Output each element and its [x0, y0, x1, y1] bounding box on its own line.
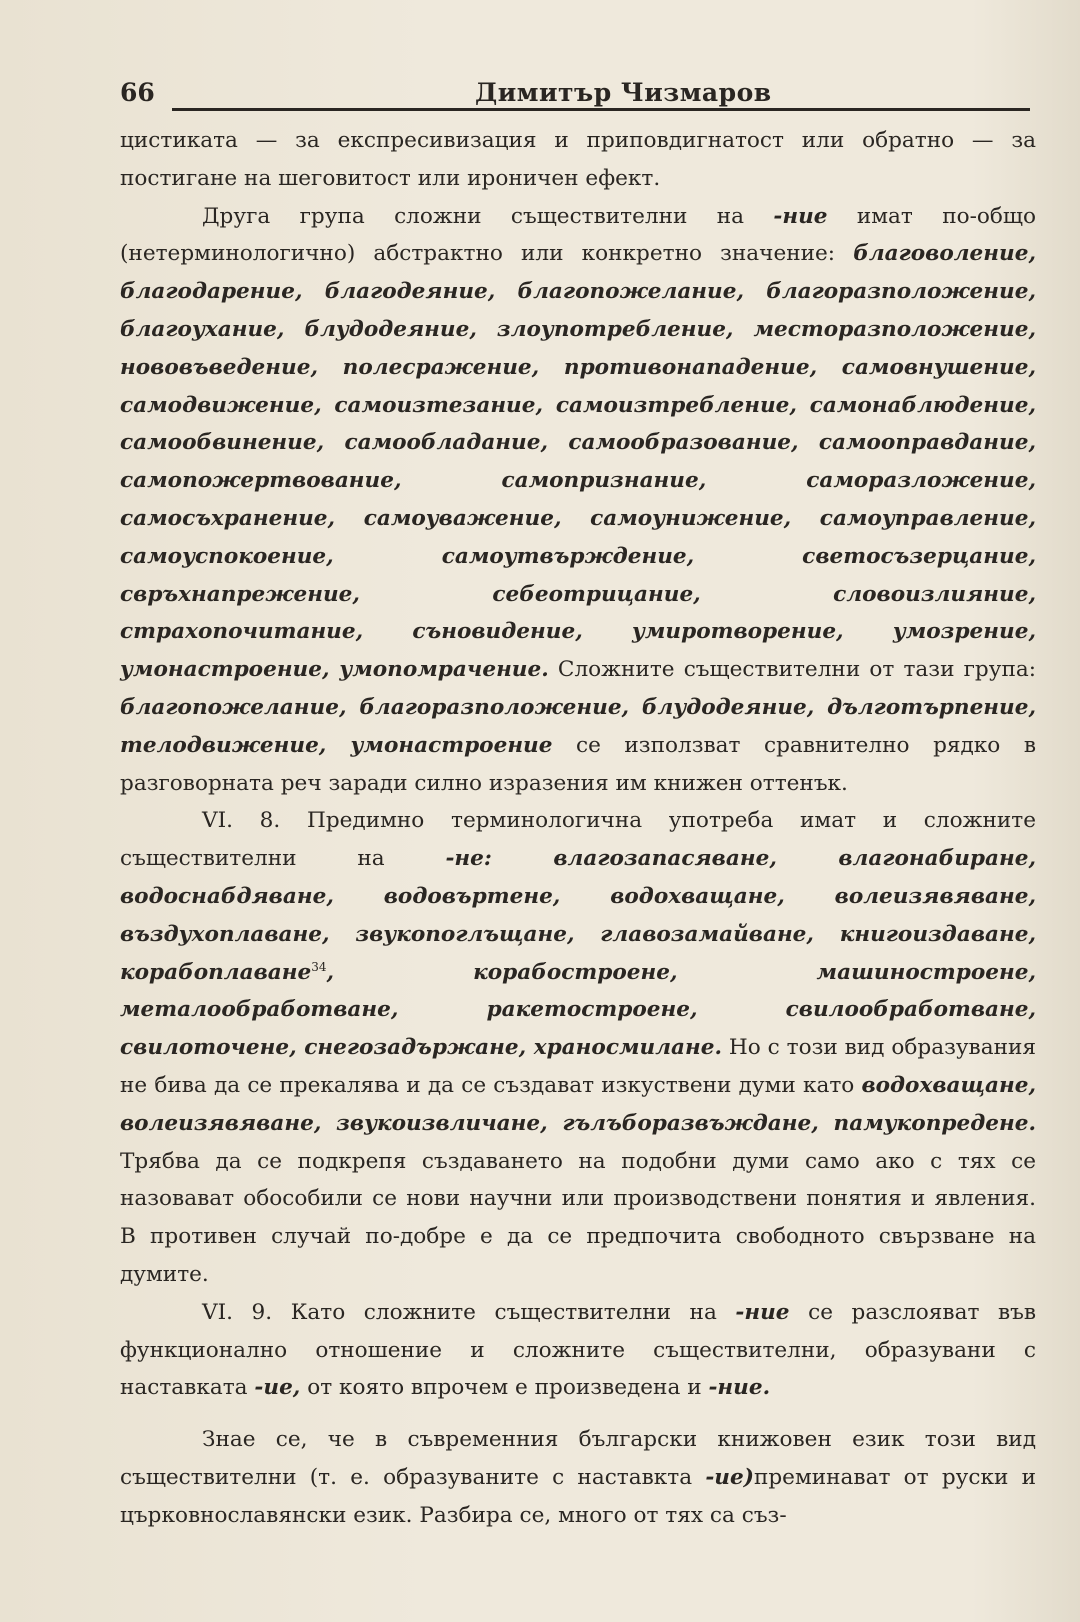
emphasized-text: -ние. [708, 1375, 771, 1401]
paragraph [120, 802, 1036, 1293]
paragraph [120, 198, 1036, 803]
emphasized-text: -ние [773, 203, 828, 229]
text-run: от която впрочем е произведена и [300, 1375, 709, 1401]
footnote-reference: 34 [311, 959, 327, 974]
body-text [120, 122, 1036, 1534]
paragraph [120, 1421, 1036, 1534]
text-run: Трябва да се подкрепя създаването на подобни думи само ако с тях се назовават обособили се нови научни или производствени понятия и явления. В противен случай по-добре е да се предпочита свободното свързване на думите. [120, 1148, 1036, 1287]
text-run: преминават от руски и църковнославянски език. Разбира се, много от тях са съз- [120, 1464, 1036, 1528]
emphasized-text: водохващане, волеизявяване, звукоизвличане, гълъборазвъждане, памукопредене. [120, 1072, 1036, 1136]
paragraph [120, 1294, 1036, 1407]
text-run: имат по-общо (нетерминологично) абстрактно или конкретно значение: [120, 203, 1036, 267]
emphasized-text: -ие, [254, 1375, 301, 1401]
text-run: Друга група сложни съществителни на [202, 203, 774, 229]
emphasized-text: -ие) [705, 1464, 754, 1490]
emphasized-text: -не: влагозапасяване, влагонабиране, водоснабдяване, водовъртене, водохващане, волеизявяване, въздухоплаване, звукопоглъщане, главозамайване, книгоиздаване, корабоплаване [120, 846, 1036, 985]
emphasized-text: благопожелание, благоразположение, блудодеяние, дълготърпение, телодвижение, умонастроение [120, 694, 1036, 758]
text-run: Сложните съществителни от тази група: [548, 657, 1036, 683]
running-head: Димитър Чизмаров [475, 78, 772, 107]
text-run: се разслояват във функционално отношение и сложните съществителни, образувани с наставката [120, 1299, 1037, 1401]
text-run: VI. 9. Като сложните съществителни на [202, 1299, 736, 1325]
text-run: цистиката — за експресивизация и приповдигнатост или обратно — за постигане на шеговитост или ироничен ефект. [120, 128, 1036, 191]
emphasized-text: , корабостроене, машиностроене, металообработване, ракетостроене, свилообработване, свилоточене, снегозадържане, храносмилане. [120, 959, 1036, 1061]
paragraph [120, 122, 1036, 198]
page-header [120, 78, 1032, 108]
emphasized-text: -ние [735, 1299, 790, 1325]
text-run: Но с този вид образувания не бива да се прекалява и да се създават изкуствени думи като [120, 1035, 1036, 1098]
page-number: 66 [120, 78, 155, 107]
text-run: Знае се, че в съвременния български книжовен език този вид съществителни (т. е. образуваните с наставкта [120, 1427, 1036, 1490]
text-run: VI. 8. Предимно терминологична употреба имат и сложните съществителни на [120, 808, 1036, 872]
emphasized-text: благоволение, благодарение, благодеяние, благопожелание, благоразположение, благоухание, блудодеяние, злоупотребление, месторазположение, нововъведение, полесражение, противонападение, самовнушение, самодвижение, самоизтезание, самоизтребление, самонаблюдение, самообвинение, самообладание, самообразование, самооправдание, самопожертвование, самопризнание, саморазложение, самосъхранение, самоуважение, самоунижение, самоуправление, самоуспокоение, самоутвърждение, светосъзерцание, свръхнапрежение, себеотрицание, словоизлияние, страхопочитание, съновидение, умиротворение, умозрение, умонастроение, умопомрачение. [120, 241, 1036, 683]
text-run: се използват сравнително рядко в разговорната реч заради силно изразения им книжен оттенък. [120, 732, 1036, 796]
header-rule [172, 108, 1030, 111]
